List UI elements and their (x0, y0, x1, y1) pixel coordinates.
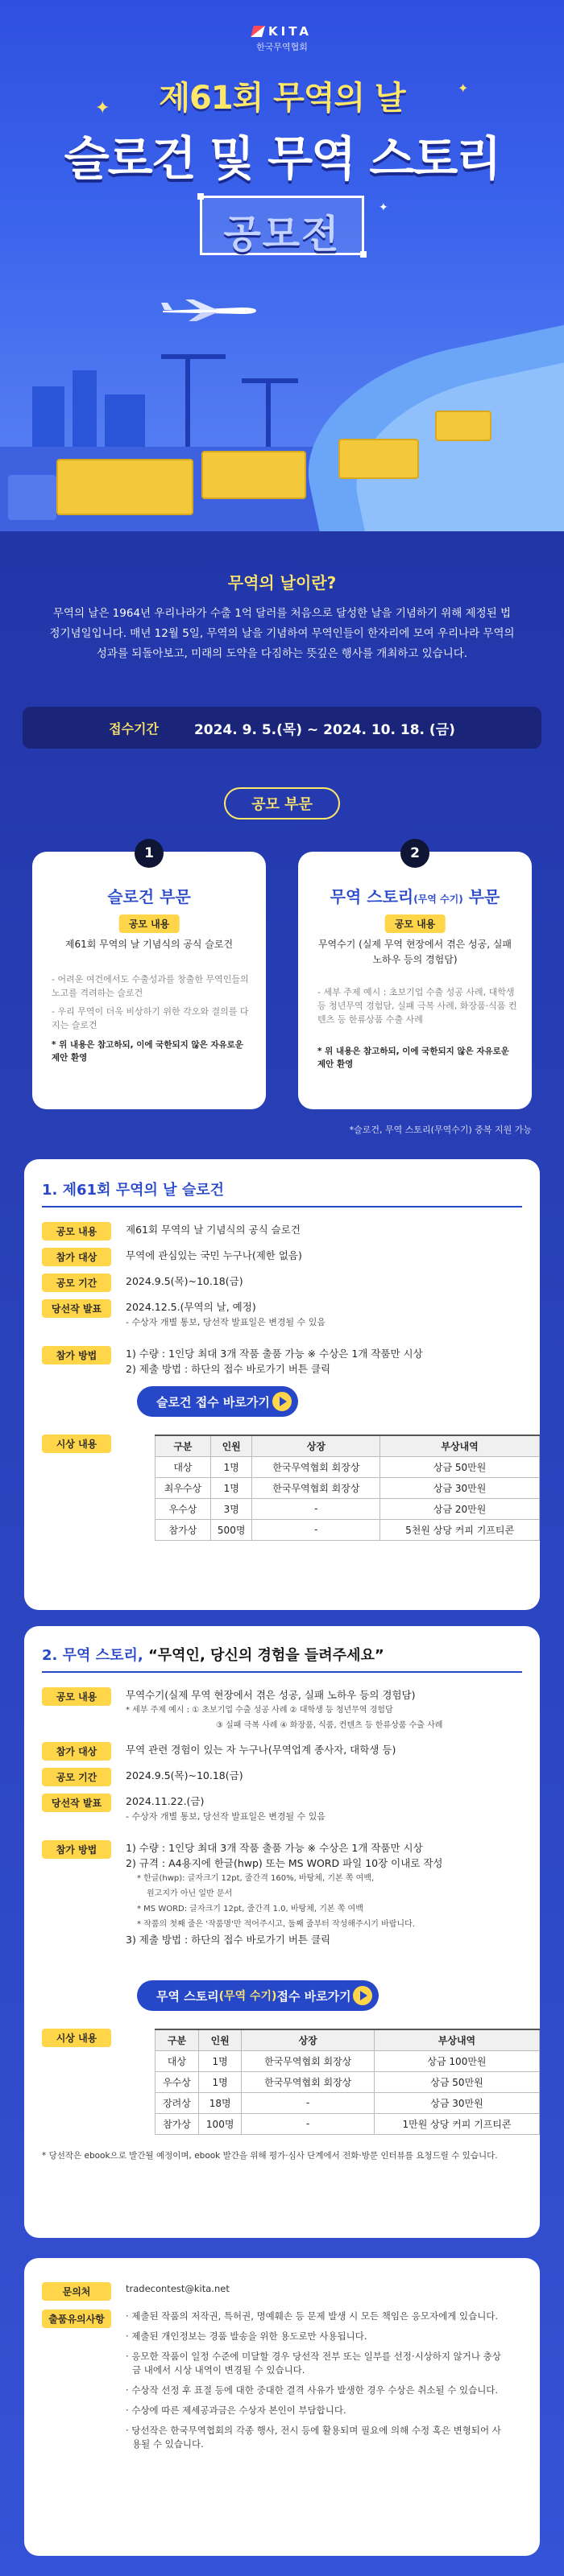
award-table (155, 1435, 540, 1541)
table-cell: - (252, 1519, 380, 1540)
row-value-sub: * 세부 주제 예시 : ① 초보기업 수출 성공 사례 ② 대학생 등 청년무역 경험담 (126, 1706, 393, 1715)
crane-shape (161, 354, 226, 359)
info-row (42, 1299, 529, 1330)
card-item: - 어려운 여건에서도 수출성과를 창출한 무역인들의 노고를 격려하는 슬로건 (52, 974, 249, 998)
info-row (42, 1794, 529, 1824)
table-cell: 한국무역협회 회장상 (252, 1456, 380, 1477)
info-row (42, 2029, 111, 2047)
table-cell: 18명 (198, 2092, 242, 2113)
table-cell: 한국무역협회 회장상 (252, 1477, 380, 1498)
table-header: 구분 (156, 1435, 211, 1456)
period-value: 2024. 9. 5.(목) ~ 2024. 10. 18. (금) (193, 721, 455, 738)
slogan-section (24, 1159, 540, 1610)
row-value-main: 2) 규격 : A4용지에 한글(hwp) 또는 MS WORD 파일 10장 이내로 작성 (126, 1857, 443, 1869)
table-header-row (156, 2029, 540, 2050)
row-value (126, 1299, 529, 1330)
list-item: · 응모한 작품이 일정 수준에 미달할 경우 당선작 전부 또는 일부를 선정·시상하지 않거나 충상금 내에서 시상 내역이 변경될 수 있습니다. (126, 2351, 501, 2376)
table-cell: 5천원 상당 커피 기프티콘 (380, 1519, 540, 1540)
submission-period-bar (23, 707, 541, 749)
button-label-small: (무역 수기) (218, 1990, 277, 2003)
table-cell: 3명 (210, 1498, 252, 1519)
info-row (42, 1742, 529, 1761)
card-title-main: 무역 스토리 (330, 887, 414, 906)
info-row (42, 1687, 529, 1733)
button-label: 슬로건 접수 바로가기 (156, 1394, 270, 1410)
crane-shape (185, 354, 190, 451)
row-value (126, 1794, 529, 1824)
info-row (42, 1346, 529, 1377)
table-cell: 장려상 (156, 2092, 199, 2113)
story-footnote: * 당선작은 ebook으로 발간될 예정이며, ebook 발간을 위해 평가·심사 단계에서 전화·방문 인터뷰를 요청드릴 수 있습니다. (42, 2151, 498, 2161)
table-row (156, 2050, 540, 2071)
row-value: 2024.9.5(목)~10.18(금) (126, 1275, 243, 1287)
card-number-badge: 2 (400, 839, 429, 868)
slogan-apply-button[interactable] (137, 1386, 298, 1417)
table-cell: 1만원 상당 커피 기프티콘 (374, 2113, 539, 2134)
table-cell: 1명 (198, 2071, 242, 2092)
row-value-sub: - 수상자 개별 통보, 당선작 발표일은 변경될 수 있음 (126, 1811, 326, 1822)
sparkle-icon: ✦ (379, 201, 388, 214)
hero-title-line3: 공모전 (223, 212, 341, 257)
table-row (156, 1498, 540, 1519)
table-cell: 대상 (156, 1456, 211, 1477)
table-cell: 참가상 (156, 2113, 199, 2134)
table-cell: 100명 (198, 2113, 242, 2134)
button-label-end: 접수 바로가기 (276, 1988, 351, 2004)
table-row (156, 2071, 540, 2092)
info-row (42, 2282, 529, 2301)
card-note: * 위 내용은 참고하되, 이에 국한되지 않은 자유로운 제안 환영 (317, 1046, 509, 1069)
building-shape (32, 386, 64, 451)
button-label: 무역 스토리 (156, 1988, 219, 2004)
story-section (24, 1626, 540, 2238)
intro-title: 무역의 날이란? (227, 573, 337, 592)
section-title-text: 무역 스토리, (62, 1647, 148, 1664)
notice-list (126, 2310, 504, 2458)
hero-banner (0, 0, 564, 531)
table-header: 인원 (198, 2029, 242, 2050)
card-note: * 위 내용은 참고하되, 이에 국한되지 않은 자유로운 제안 환영 (52, 1040, 243, 1063)
card-number-badge: 1 (135, 839, 164, 868)
list-item: · 수상작 선정 후 표절 등에 대한 중대한 결격 사유가 발생한 경우 수상은 취소될 수 있습니다. (126, 2384, 499, 2396)
table-row (156, 1477, 540, 1498)
table-cell: 우수상 (156, 1498, 211, 1519)
crane-shape (266, 378, 271, 451)
play-icon (353, 1986, 372, 2005)
section-title-text: 제61회 무역의 날 슬로건 (62, 1182, 224, 1199)
row-value: 무역에 관심있는 국민 누구나(제한 없음) (126, 1249, 302, 1261)
table-row (156, 2113, 540, 2134)
section-divider (42, 1671, 522, 1673)
truck-container (56, 459, 193, 515)
airplane-icon (161, 298, 258, 322)
table-cell: 1명 (210, 1477, 252, 1498)
award-table (155, 2029, 540, 2135)
hero-title-line1: 제61회 무역의 날 (159, 80, 405, 117)
table-row (156, 1456, 540, 1477)
categories-title: 공모 부문 (224, 787, 340, 819)
truck-cab (8, 475, 56, 520)
list-item: · 수상에 따른 제세공과금은 수상자 본인이 부담합니다. (126, 2405, 346, 2416)
table-cell: 우수상 (156, 2071, 199, 2092)
table-header-row (156, 1435, 540, 1456)
row-key: 공모 내용 (42, 1687, 111, 1706)
kita-logo (0, 24, 564, 53)
row-value-main: 1) 수량 : 1인당 최대 3개 작품 출품 가능 ※ 수상은 1개 작품만 시상 (126, 1348, 423, 1360)
row-value-sub: - 수상자 개별 통보, 당선작 발표일은 변경될 수 있음 (126, 1317, 326, 1327)
row-key: 공모 내용 (42, 1222, 111, 1241)
row-key: 참가 대상 (42, 1248, 111, 1266)
info-row (42, 1768, 529, 1786)
info-row (42, 1274, 529, 1292)
crane-shape (242, 378, 298, 383)
section-title (42, 1179, 224, 1199)
row-key: 당선작 발표 (42, 1299, 111, 1318)
truck-container (338, 439, 419, 479)
card-desc: 무역수기 (실제 무역 현장에서 겪은 성공, 실패 노하우 등의 경험담) (317, 939, 512, 965)
table-header: 부상내역 (374, 2029, 539, 2050)
row-key: 참가 방법 (42, 1840, 111, 1859)
table-row (156, 2092, 540, 2113)
table-cell: 상금 30만원 (374, 2092, 539, 2113)
card-desc: 제61회 무역의 날 기념식의 공식 슬로건 (64, 939, 234, 950)
table-cell: 한국무역협회 회장상 (242, 2050, 375, 2071)
card-title-end: 부문 (462, 887, 500, 906)
table-cell: 상금 50만원 (374, 2071, 539, 2092)
section-title-quote: “무역인, 당신의 경험을 들려주세요” (147, 1647, 384, 1664)
truck-container (435, 411, 491, 441)
info-row (42, 1248, 529, 1266)
period-label: 접수기간 (109, 720, 159, 737)
table-cell: 상금 30만원 (380, 1477, 540, 1498)
row-value-main: 무역수기(실제 무역 현장에서 겪은 성공, 실패 노하우 등의 경험담) (126, 1689, 416, 1701)
card-item: - 세부 주제 예시 : 초보기업 수출 성공 사례, 대학생 등 청년무역 경험담, 실패 극복 사례, 화장품·식품 컨텐츠 등 한류상품 수출 사례 (317, 987, 517, 1025)
row-value-main: 2024.12.5.(무역의 날, 예정) (126, 1301, 256, 1313)
row-key: 참가 방법 (42, 1346, 111, 1364)
slogan-category-card (32, 852, 266, 1109)
card-item: - 우리 무역이 더욱 비상하기 위한 각오와 결의를 다지는 슬로건 (52, 1006, 249, 1030)
row-key: 참가 대상 (42, 1742, 111, 1761)
row-value (126, 1346, 529, 1377)
list-item: · 제출된 작품의 저작권, 특허권, 명예훼손 등 문제 발생 시 모든 책임은 응모자에게 있습니다. (126, 2310, 499, 2322)
info-row (42, 1840, 529, 1947)
row-value: 2024.9.5(목)~10.18(금) (126, 1769, 243, 1781)
row-value: 제61회 무역의 날 기념식의 공식 슬로건 (126, 1224, 301, 1236)
sparkle-icon: ✦ (95, 98, 110, 118)
row-value-main: 2024.11.22.(금) (126, 1795, 205, 1807)
table-cell: - (252, 1498, 380, 1519)
table-header: 부상내역 (380, 1435, 540, 1456)
card-title: 슬로건 부문 (107, 887, 191, 906)
card-tag: 공모 내용 (119, 914, 180, 933)
row-value-main: 3) 제출 방법 : 하단의 접수 바로가기 버튼 클릭 (126, 1934, 331, 1946)
section-number: 2. (42, 1647, 63, 1664)
row-value-sub: 원고지가 아닌 일반 문서 (147, 1889, 233, 1898)
truck-container (201, 451, 306, 499)
table-header: 구분 (156, 2029, 199, 2050)
section-divider (42, 1206, 522, 1208)
story-apply-button[interactable] (137, 1980, 379, 2011)
logo-org: 한국무역협회 (256, 42, 308, 52)
table-row (156, 1519, 540, 1540)
card-tag: 공모 내용 (385, 914, 446, 933)
table-cell: 1명 (210, 1456, 252, 1477)
row-key: 시상 내용 (42, 2029, 111, 2047)
hero-title-line2: 슬로건 및 무역 스토리 (64, 131, 500, 186)
table-cell: 최우수상 (156, 1477, 211, 1498)
table-cell: 대상 (156, 2050, 199, 2071)
row-value-sub: 2) 제출 방법 : 하단의 접수 바로가기 버튼 클릭 (126, 1363, 331, 1375)
duplicate-note: *슬로건, 무역 스토리(무역수기) 중복 지원 가능 (349, 1125, 532, 1135)
card-title (298, 884, 532, 907)
intro-text: 무역의 날은 1964년 우리나라가 수출 1억 달러를 처음으로 달성한 날을 기념하기 위해 제정된 법정기념일입니다. 매년 12월 5일, 무역의 날을 기념하여 무역인들이 한자리에 모여 우리나라 무역의 성과를 되돌아보고, 미래의 도약을 다짐하는 뜻깊은 행사를 개최하고 있습니다. (49, 607, 515, 660)
list-item: · 제출된 개인정보는 경품 발송을 위한 용도로만 사용됩니다. (126, 2330, 367, 2342)
row-key: 문의처 (42, 2282, 111, 2301)
row-value: 무역 관련 경험이 있는 자 누구나(무역업계 종사자, 대학생 등) (126, 1744, 396, 1756)
table-cell: 500명 (210, 1519, 252, 1540)
info-row (42, 1435, 111, 1453)
table-cell: 한국무역협회 회장상 (242, 2071, 375, 2092)
table-cell: - (242, 2113, 375, 2134)
row-key: 시상 내용 (42, 1435, 111, 1453)
section-title (42, 1644, 384, 1665)
building-shape (105, 394, 145, 451)
table-cell: 참가상 (156, 1519, 211, 1540)
row-value-main: 1) 수량 : 1인당 최대 3개 작품 출품 가능 ※ 수상은 1개 작품만 시상 (126, 1842, 423, 1854)
card-title-small: (무역 수기) (413, 894, 463, 905)
row-key: 공모 기간 (42, 1768, 111, 1786)
play-icon (272, 1392, 292, 1411)
kita-logo-mark-icon (251, 26, 265, 37)
table-header: 인원 (210, 1435, 252, 1456)
table-cell: - (242, 2092, 375, 2113)
row-key: 공모 기간 (42, 1274, 111, 1292)
row-value-sub: * 한글(hwp): 글자크기 12pt, 줄간격 160%, 바탕체, 기본 쪽 여백, (137, 1874, 375, 1883)
table-cell: 상금 100만원 (374, 2050, 539, 2071)
section-number: 1. (42, 1182, 63, 1199)
info-row (42, 2310, 504, 2458)
row-key: 출품유의사항 (42, 2310, 111, 2328)
logo-brand: KITA (268, 24, 312, 39)
row-value (126, 1687, 529, 1733)
table-cell: 상금 50만원 (380, 1456, 540, 1477)
sparkle-icon: ✦ (458, 80, 469, 96)
info-row (42, 1222, 529, 1241)
table-header: 상장 (242, 2029, 375, 2050)
row-key: 당선작 발표 (42, 1794, 111, 1812)
row-value-sub: ③ 실패 극복 사례 ④ 화장품, 식품, 컨텐츠 등 한류상품 수출 사례 (216, 1721, 443, 1730)
row-value-sub: * 작품의 첫째 줄은 '작품명'만 적어주시고, 둘째 줄부터 작성해주시기 바랍니다. (137, 1920, 415, 1929)
table-cell: 상금 20만원 (380, 1498, 540, 1519)
story-category-card (298, 852, 532, 1109)
list-item: · 당선작은 한국무역협회의 각종 행사, 전시 등에 활용되며 필요에 의해 수정 혹은 변형되어 사용될 수 있습니다. (126, 2425, 501, 2450)
table-cell: 1명 (198, 2050, 242, 2071)
table-header: 상장 (252, 1435, 380, 1456)
row-value (126, 1840, 529, 1947)
contact-section (24, 2258, 540, 2556)
building-shape (73, 370, 97, 451)
hero-title-frame (200, 196, 364, 255)
row-value-sub: * MS WORD: 글자크기 12pt, 줄간격 1.0, 바탕체, 기본 쪽 여백 (137, 1905, 363, 1913)
contact-email[interactable]: tradecontest@kita.net (126, 2283, 230, 2294)
